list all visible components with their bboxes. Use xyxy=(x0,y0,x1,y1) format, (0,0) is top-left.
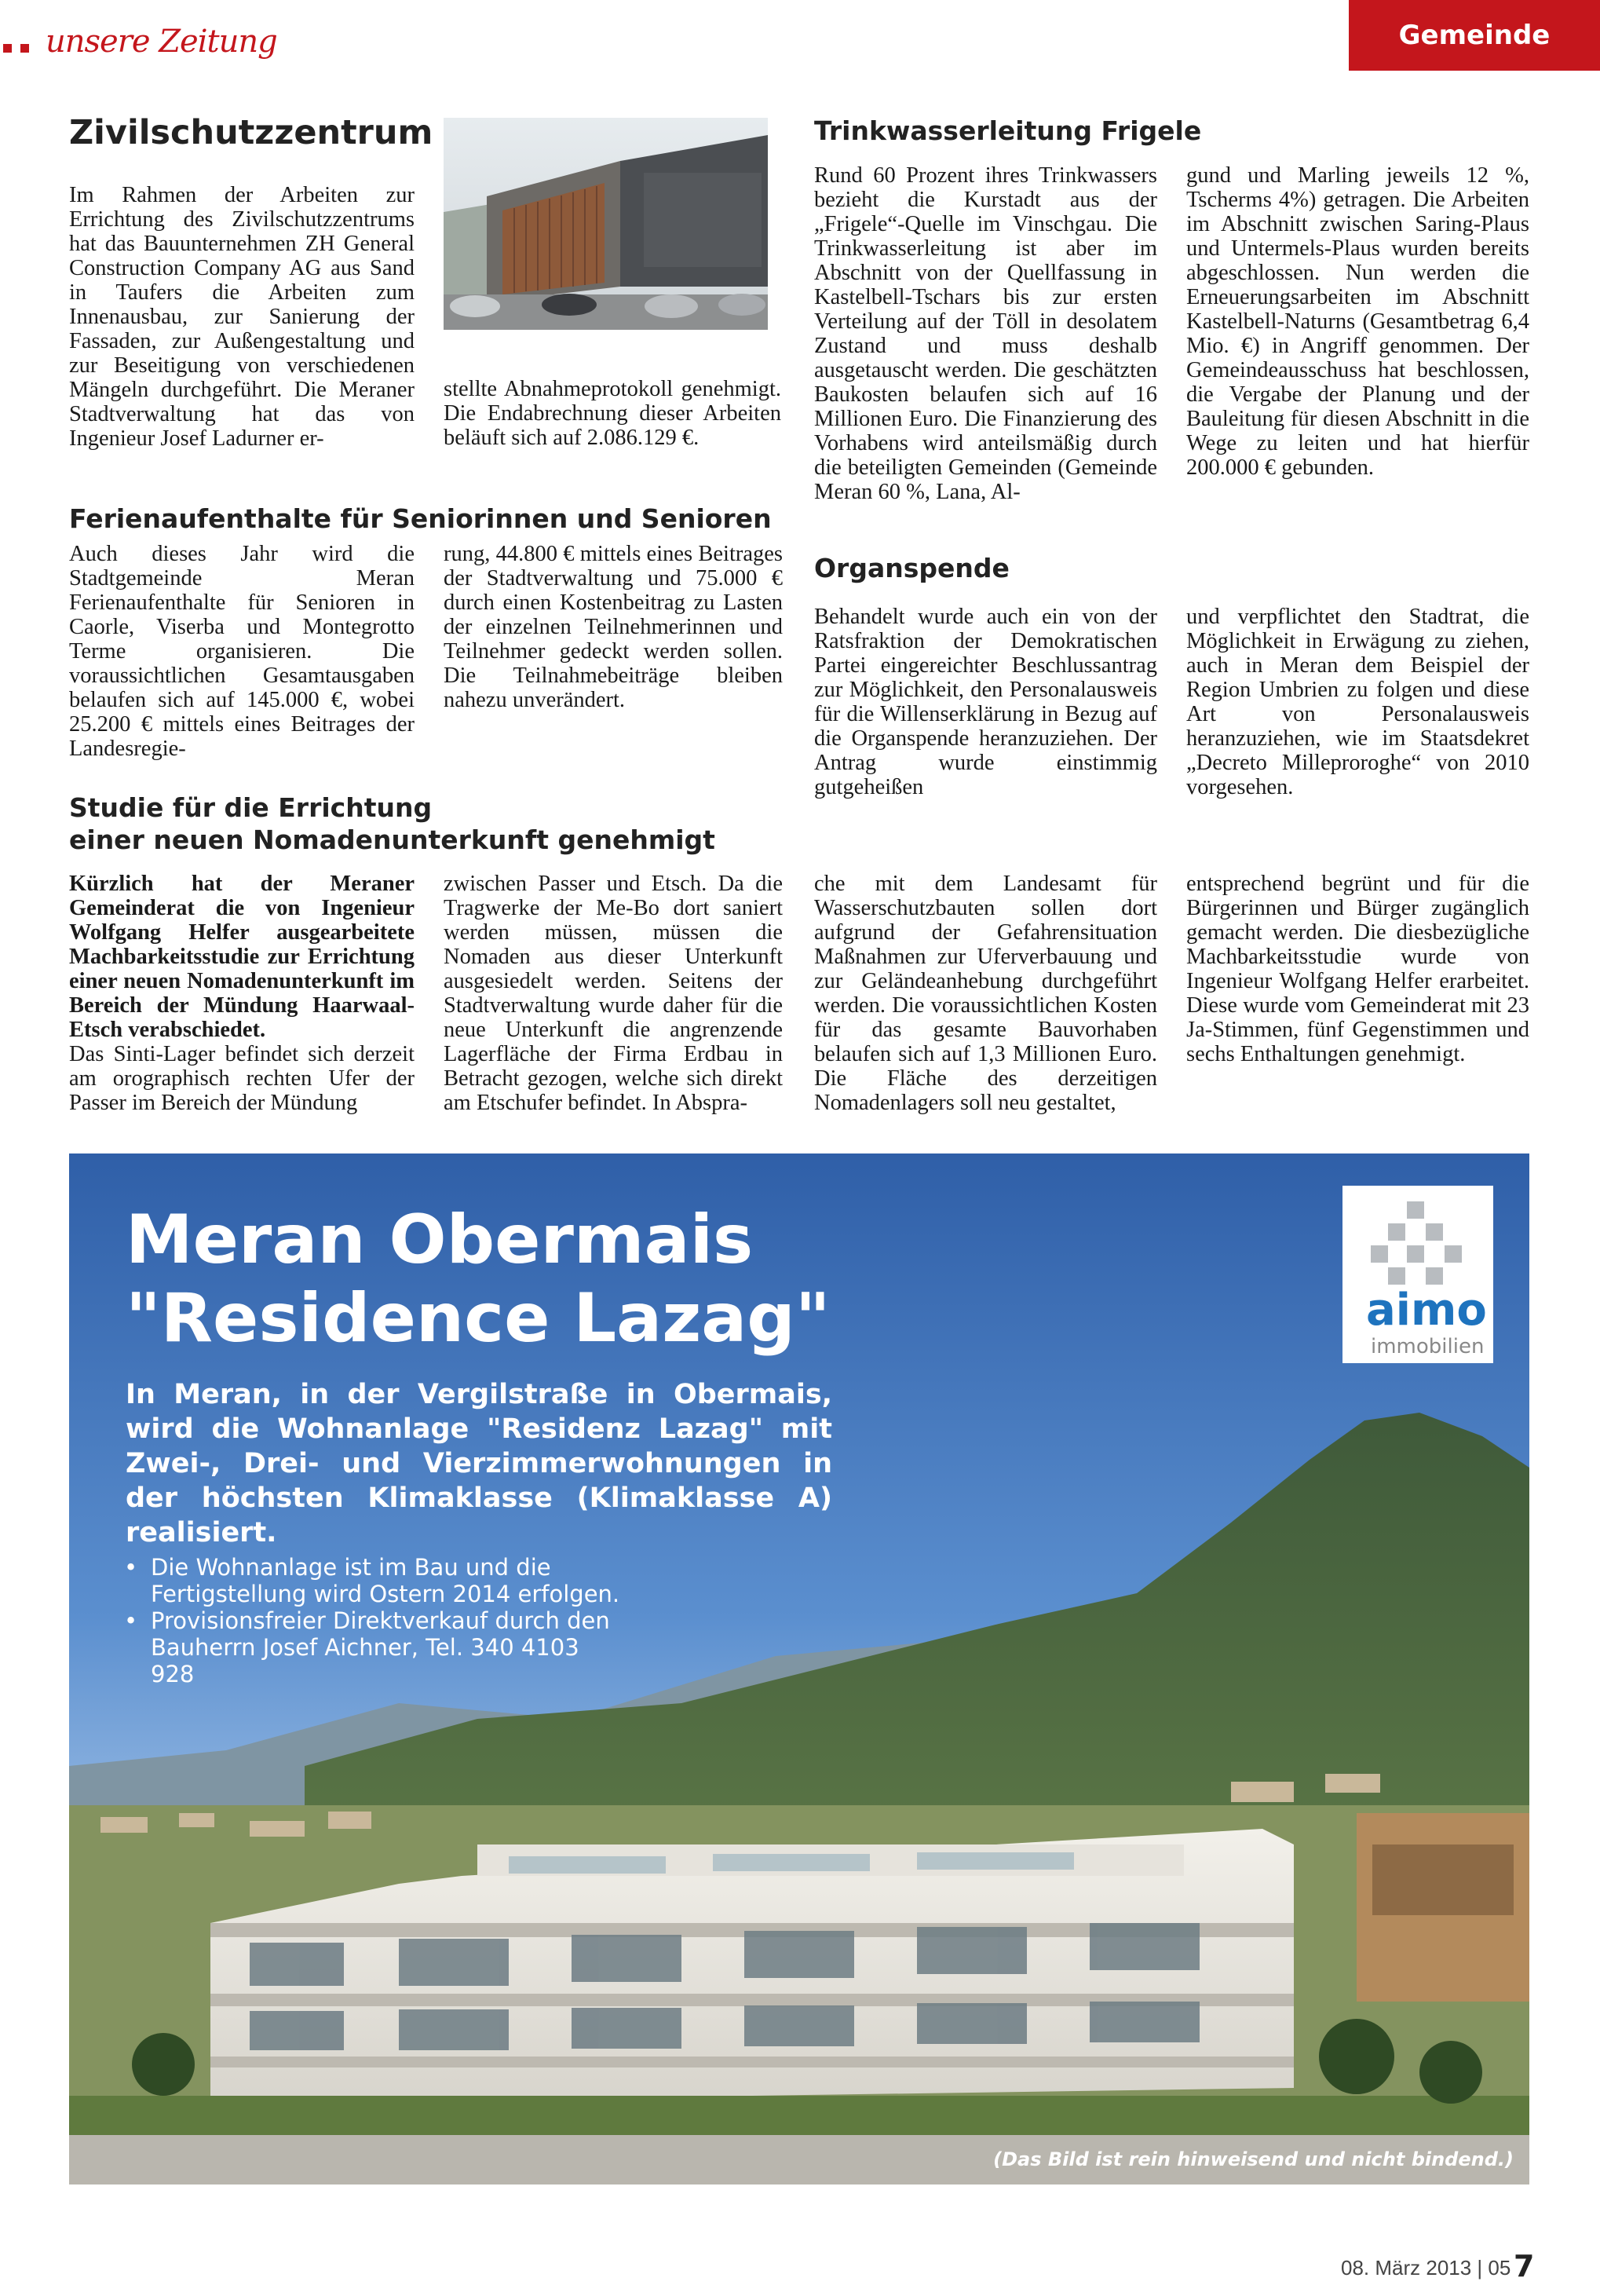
article-title-nomaden-line1: Studie für die Errichtung xyxy=(69,792,433,823)
ad-bullet-item: • Provisionsfreier Direktverkauf durch den Bauherrn Josef Aichner, Tel. 340 4103 928 xyxy=(119,1607,630,1687)
header-square-icon xyxy=(3,44,12,53)
article-title-nomaden xyxy=(69,792,715,856)
article-text-organspende-col2: und verpflichtet den Stadtrat, die Möglichkeit in Erwägung zu ziehen, auch in Meran dem Beispiel der Region Umbrien zu folgen und diese Art von Personalausweis heranzuziehen, wie im Staatsdekret „Decreto Milleproroghe“ von 2010 vorgesehen. xyxy=(1186,605,1529,799)
aimo-logo xyxy=(1342,1186,1493,1363)
article-text-organspende-col1: Behandelt wurde auch ein von der Ratsfraktion der Demokratischen Partei eingereichter Beschlussantrag zur Möglichkeit, den Personalausweis für die Willenserklärung in Bezug auf die Organspende heranzuziehen. Der Antrag wurde einstimmig gutgeheißen xyxy=(814,605,1157,799)
article-title-ferien: Ferienaufenthalte für Seniorinnen und Senioren xyxy=(69,503,772,534)
section-tab: Gemeinde xyxy=(1349,0,1600,71)
article-text-zivilschutz-col1: Im Rahmen der Arbeiten zur Errichtung des Zivilschutzzentrums hat das Bauunternehmen ZH General Construction Company AG aus Sand in Taufers die Arbeiten zum Innenausbau, zur Sanierung der Fassaden, zur Außengestaltung und zur Beseitigung von verschiedenen Mängeln durchgeführt. Die Meraner Stadtverwaltung hat das von Ingenieur Josef Ladurner er- xyxy=(69,183,415,451)
article-body-nomaden: Das Sinti-Lager befindet sich derzeit am orographisch rechten Ufer der Passer im Bereich der Mündung xyxy=(69,1042,415,1115)
article-text-ferien-col2: rung, 44.800 € mittels eines Beitrages der Stadtverwaltung und 75.000 € durch einen Kostenbeitrag zu Lasten der einzelnen Teilnehmerinnen und Teilnehmer gedeckt werden sollen. Die Teilnahmebeiträge bleiben nahezu unverändert. xyxy=(444,542,783,712)
page-number: 7 xyxy=(1514,2249,1535,2283)
brand-logo: unsere Zeitung xyxy=(46,24,277,60)
aimo-logo-word: aimo xyxy=(1366,1285,1487,1336)
article-text-nomaden-col1 xyxy=(69,872,415,1115)
article-text-nomaden-col4: entsprechend begrünt und für die Bürgerinnen und Bürger zugänglich gemacht werden. Die diesbezügliche Machbarkeitsstudie wurde von Ingenieur Wolfgang Helfer erarbeitet. Diese wurde vom Gemeinderat mit 23 Ja-Stimmen, fünf Gegenstimmen und sechs Enthaltungen genehmigt. xyxy=(1186,872,1529,1066)
article-title-nomaden-line2: einer neuen Nomadenunterkunft genehmigt xyxy=(69,824,715,855)
ad-title-line1: Meran Obermais xyxy=(126,1201,754,1279)
article-text-trinkwasser-col1: Rund 60 Prozent ihres Trinkwassers bezieht die Kurstadt aus der „Frigele“-Quelle im Vinschgau. Die Trinkwasserleitung ist aber im Abschnitt von der Quellfassung in Kastelbell-Tschars bis zur ersten Verteilung auf der Töll in desolatem Zustand und muss deshalb ausgetauscht werden. Die geschätzten Baukosten belaufen sich auf 16 Millionen Euro. Die Finanzierung des Vorhabens wird anteilsmäßig durch die beteiligten Gemeinden (Gemeinde Meran 60 %, Lana, Al- xyxy=(814,163,1157,504)
ad-title-line2: "Residence Lazag" xyxy=(126,1279,831,1358)
ad-subtitle: In Meran, in der Vergilstraße in Obermais, wird die Wohnanlage "Residenz Lazag" mit Zwei-, Drei- und Vierzimmerwohnungen in der höchsten Klimaklasse (Klimaklasse A) realisiert. xyxy=(126,1379,832,1548)
ad-bullet-list xyxy=(119,1554,630,1687)
article-text-nomaden-col3: che mit dem Landesamt für Wasserschutzbauten sollen dort aufgrund der Gefahrensituation Maßnahmen zur Uferverbauung und zur Geländeanhebung durchgeführt werden. Die voraussichtlichen Kosten für das gesamte Bauvorhaben belaufen sich auf 1,3 Millionen Euro. Die Fläche des derzeitigen Nomadenlagers soll neu gestaltet, xyxy=(814,872,1157,1115)
article-text-zivilschutz-col2: stellte Abnahmeprotokoll genehmigt. Die Endabrechnung dieser Arbeiten beläuft sich auf 2.086.129 €. xyxy=(444,377,781,450)
article-lead-nomaden: Kürzlich hat der Meraner Gemeinderat die von Ingenieur Wolfgang Helfer ausgearbeitete Machbarkeitsstudie zur Errichtung einer neuen Nomadenunterkunft im Bereich der Mündung Haarwaal-Etsch verabschiedet. xyxy=(69,872,415,1042)
footer-date: 08. März 2013 | 05 xyxy=(1341,2256,1511,2280)
article-title-trinkwasser: Trinkwasserleitung Frigele xyxy=(814,115,1202,146)
article-title-zivilschutz: Zivilschutzzentrum xyxy=(69,113,433,152)
aimo-logo-subtitle: immobilien xyxy=(1371,1335,1485,1358)
ad-disclaimer: (Das Bild ist rein hinweisend und nicht bindend.) xyxy=(993,2148,1514,2170)
aimo-logo-icon xyxy=(1371,1201,1465,1288)
header-square-icon xyxy=(20,44,29,53)
building-photo xyxy=(444,118,768,330)
article-text-nomaden-col2: zwischen Passer und Etsch. Da die Tragwerke der Me-Bo dort saniert werden müssen, müssen die Nomaden aus dieser Unterkunft ausgesiedelt werden. Seitens der Stadtverwaltung wurde daher für die neue Unterkunft die angrenzende Lagerfläche der Firma Erdbau in Betracht gezogen, welche sich direkt am Etschufer befindet. In Abspra- xyxy=(444,872,783,1115)
advertisement xyxy=(69,1153,1529,2184)
article-text-trinkwasser-col2: gund und Marling jeweils 12 %, Tscherms 4%) getragen. Die Arbeiten im Abschnitt zwischen Saring-Plaus und Untermels-Plaus wurden bereits abgeschlossen. Nun werden die Erneuerungsarbeiten im Abschnitt Kastelbell-Naturns (Gesamtbetrag 6,4 Mio. €) in Angriff genommen. Der Gemeindeausschuss hat beschlossen, die Vergabe der Planung und der Bauleitung für diesen Abschnitt in die Wege zu leiten und hat hierfür 200.000 € gebunden. xyxy=(1186,163,1529,480)
ad-bullet-item: • Die Wohnanlage ist im Bau und die Fertigstellung wird Ostern 2014 erfolgen. xyxy=(119,1554,630,1607)
article-text-ferien-col1: Auch dieses Jahr wird die Stadtgemeinde Meran Ferienaufenthalte für Senioren in Caorle, Viserba und Montegrotto Terme organisieren. Die voraussichtlichen Gesamtausgaben belaufen sich auf 145.000 €, wobei 25.200 € mittels eines Beitrages der Landesregie- xyxy=(69,542,415,761)
article-title-organspende: Organspende xyxy=(814,553,1010,583)
building-photo-image xyxy=(444,118,768,330)
ad-title xyxy=(126,1201,831,1358)
